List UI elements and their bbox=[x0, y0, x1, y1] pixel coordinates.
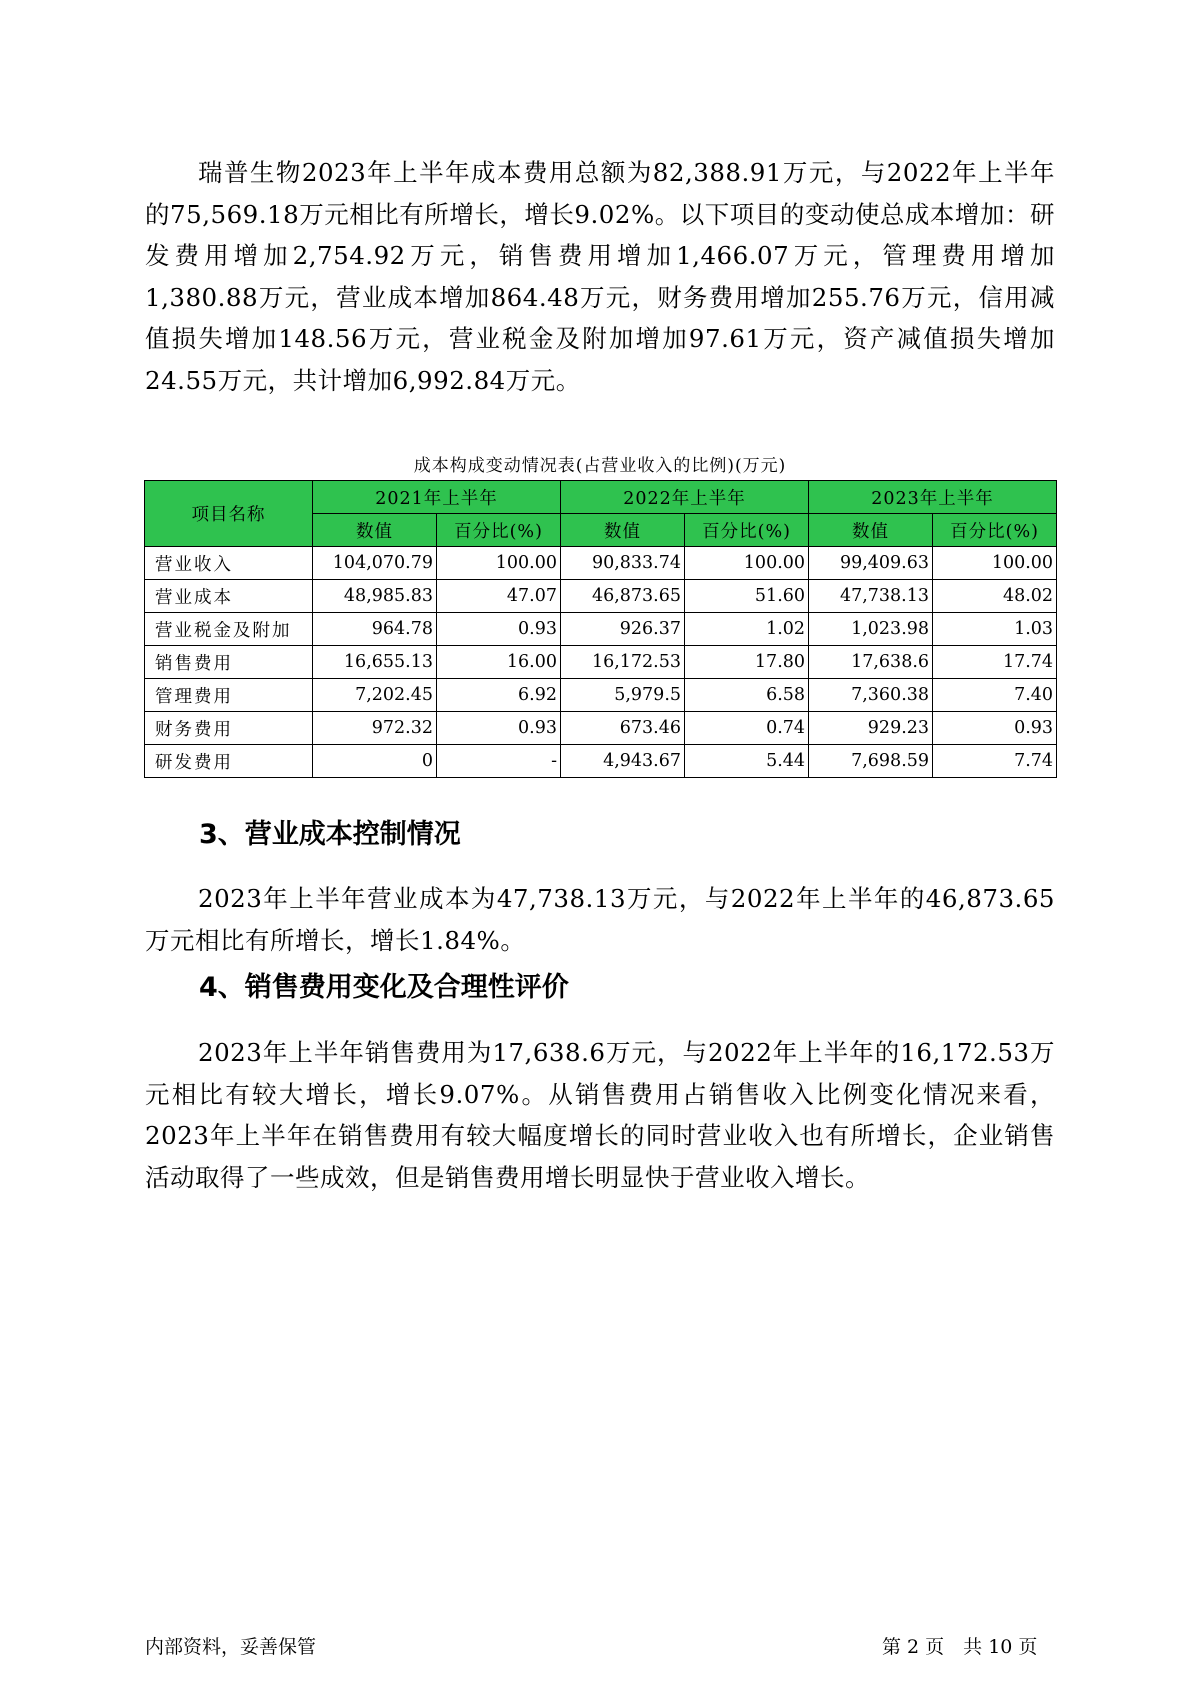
cost-structure-table bbox=[144, 480, 1057, 778]
header-period-2022: 2022年上半年 bbox=[561, 481, 809, 514]
cell-percent-2021: 47.07 bbox=[437, 580, 561, 613]
row-name: 营业税金及附加 bbox=[145, 613, 313, 646]
table-row bbox=[145, 580, 1057, 613]
table-row bbox=[145, 547, 1057, 580]
cell-value-2021: 104,070.79 bbox=[313, 547, 437, 580]
table-caption: 成本构成变动情况表(占营业收入的比例)(万元) bbox=[413, 456, 787, 476]
header-percent: 百分比(%) bbox=[437, 514, 561, 547]
header-value: 数值 bbox=[809, 514, 933, 547]
header-percent: 百分比(%) bbox=[685, 514, 809, 547]
row-name: 营业成本 bbox=[145, 580, 313, 613]
cell-value-2021: 964.78 bbox=[313, 613, 437, 646]
cell-value-2021: 16,655.13 bbox=[313, 646, 437, 679]
cell-value-2022: 4,943.67 bbox=[561, 745, 685, 778]
cell-percent-2023: 48.02 bbox=[933, 580, 1057, 613]
cell-percent-2023: 0.93 bbox=[933, 712, 1057, 745]
header-value: 数值 bbox=[313, 514, 437, 547]
header-value: 数值 bbox=[561, 514, 685, 547]
cell-percent-2022: 5.44 bbox=[685, 745, 809, 778]
row-name: 研发费用 bbox=[145, 745, 313, 778]
cell-percent-2022: 6.58 bbox=[685, 679, 809, 712]
paragraph-operating-cost: 2023年上半年营业成本为47,738.13万元，与2022年上半年的46,873.65万元相比有所增长，增长1.84%。 bbox=[145, 884, 1055, 955]
cell-percent-2022: 17.80 bbox=[685, 646, 809, 679]
cell-value-2023: 17,638.6 bbox=[809, 646, 933, 679]
cell-percent-2021: 0.93 bbox=[437, 613, 561, 646]
row-name: 管理费用 bbox=[145, 679, 313, 712]
cell-value-2023: 99,409.63 bbox=[809, 547, 933, 580]
footer-page-number: 第 2 页 共 10 页 bbox=[882, 1636, 1038, 1658]
footer-confidential-note: 内部资料，妥善保管 bbox=[145, 1636, 317, 1658]
cell-value-2021: 48,985.83 bbox=[313, 580, 437, 613]
paragraph-cost-summary: 瑞普生物2023年上半年成本费用总额为82,388.91万元，与2022年上半年的75,569.18万元相比有所增长，增长9.02%。以下项目的变动使总成本增加：研发费用增加2,754.92万元，销售费用增加1,466.07万元，管理费用增加1,380.88万元，营业成本增加864.48万元，财务费用增加255.76万元，信用减值损失增加148.56万元，营业税金及附加增加97.61万元，资产减值损失增加24.55万元，共计增加6,992.84万元。 bbox=[145, 158, 1055, 395]
cell-value-2023: 1,023.98 bbox=[809, 613, 933, 646]
paragraph-sales-expense: 2023年上半年销售费用为17,638.6万元，与2022年上半年的16,172.53万元相比有较大增长，增长9.07%。从销售费用占销售收入比例变化情况来看，2023年上半年在销售费用有较大幅度增长的同时营业收入也有所增长，企业销售活动取得了一些成效，但是销售费用增长明显快于营业收入增长。 bbox=[145, 1038, 1055, 1192]
cell-value-2022: 673.46 bbox=[561, 712, 685, 745]
cell-value-2023: 7,360.38 bbox=[809, 679, 933, 712]
cell-percent-2023: 100.00 bbox=[933, 547, 1057, 580]
cell-value-2021: 7,202.45 bbox=[313, 679, 437, 712]
table-row bbox=[145, 712, 1057, 745]
cell-percent-2023: 7.40 bbox=[933, 679, 1057, 712]
cell-value-2022: 926.37 bbox=[561, 613, 685, 646]
cell-value-2022: 5,979.5 bbox=[561, 679, 685, 712]
cell-percent-2021: 6.92 bbox=[437, 679, 561, 712]
cell-value-2023: 929.23 bbox=[809, 712, 933, 745]
row-name: 营业收入 bbox=[145, 547, 313, 580]
cell-value-2021: 0 bbox=[313, 745, 437, 778]
header-period-2021: 2021年上半年 bbox=[313, 481, 561, 514]
table-row bbox=[145, 646, 1057, 679]
cell-value-2023: 47,738.13 bbox=[809, 580, 933, 613]
cell-percent-2022: 51.60 bbox=[685, 580, 809, 613]
section-heading-sales-expense: 4、销售费用变化及合理性评价 bbox=[199, 972, 569, 1003]
table-row bbox=[145, 613, 1057, 646]
cell-percent-2023: 7.74 bbox=[933, 745, 1057, 778]
table-row bbox=[145, 679, 1057, 712]
cell-value-2021: 972.32 bbox=[313, 712, 437, 745]
table-header-row-periods bbox=[145, 481, 1057, 514]
cell-percent-2022: 100.00 bbox=[685, 547, 809, 580]
cell-percent-2022: 0.74 bbox=[685, 712, 809, 745]
cell-value-2022: 16,172.53 bbox=[561, 646, 685, 679]
header-period-2023: 2023年上半年 bbox=[809, 481, 1057, 514]
section-heading-cost-control: 3、营业成本控制情况 bbox=[199, 819, 461, 850]
table-row bbox=[145, 745, 1057, 778]
header-item-name: 项目名称 bbox=[145, 481, 313, 547]
cell-value-2023: 7,698.59 bbox=[809, 745, 933, 778]
cell-percent-2021: 16.00 bbox=[437, 646, 561, 679]
cell-value-2022: 46,873.65 bbox=[561, 580, 685, 613]
cell-value-2022: 90,833.74 bbox=[561, 547, 685, 580]
cell-percent-2022: 1.02 bbox=[685, 613, 809, 646]
cell-percent-2021: - bbox=[437, 745, 561, 778]
cell-percent-2021: 0.93 bbox=[437, 712, 561, 745]
row-name: 财务费用 bbox=[145, 712, 313, 745]
header-percent: 百分比(%) bbox=[933, 514, 1057, 547]
cell-percent-2021: 100.00 bbox=[437, 547, 561, 580]
cell-percent-2023: 17.74 bbox=[933, 646, 1057, 679]
cell-percent-2023: 1.03 bbox=[933, 613, 1057, 646]
row-name: 销售费用 bbox=[145, 646, 313, 679]
